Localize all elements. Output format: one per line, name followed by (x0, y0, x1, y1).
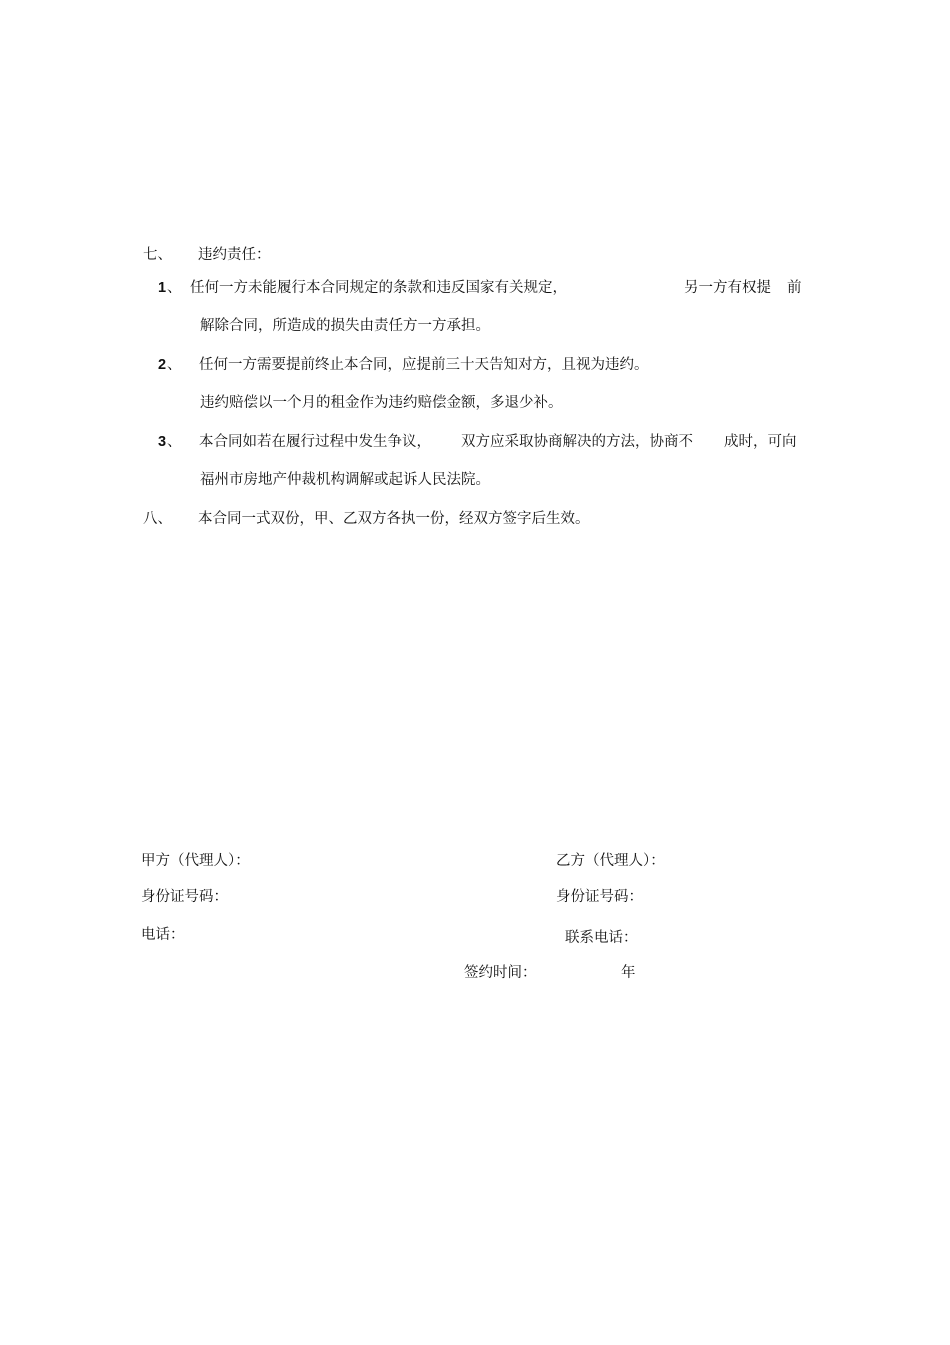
party-a-id-label: 身份证号码： (141, 889, 228, 905)
item-1-separator: 、 (167, 280, 182, 296)
item-2-text-line1: 任何一方需要提前终止本合同，应提前三十天告知对方，且视为违约。 (199, 357, 649, 373)
item-1-text-b: 另一方有权提 (684, 280, 771, 296)
party-b-id-label: 身份证号码： (556, 889, 643, 905)
item-2-separator: 、 (167, 357, 182, 373)
sign-time-label: 签约时间： (464, 965, 537, 981)
party-a-phone-label: 电话： (141, 927, 185, 943)
section-7-number: 七、 (143, 247, 172, 263)
item-3-number: 3 (158, 434, 167, 450)
item-3-text-line2: 福州市房地产仲裁机构调解或起诉人民法院。 (200, 472, 490, 488)
item-2-number: 2 (158, 357, 167, 373)
item-2-text-line2: 违约赔偿以一个月的租金作为违约赔偿金额，多退少补。 (200, 395, 563, 411)
item-3-text-a: 本合同如若在履行过程中发生争议， (199, 434, 431, 450)
item-1-text-line2: 解除合同，所造成的损失由责任方一方承担。 (200, 318, 490, 334)
party-b-phone-label: 联系电话： (565, 930, 638, 946)
sign-year-label: 年 (621, 965, 636, 981)
item-1-text-c: 前 (787, 280, 802, 296)
section-8-text: 本合同一式双份，甲、乙双方各执一份，经双方签字后生效。 (198, 511, 590, 527)
item-1-number: 1 (158, 280, 167, 296)
item-3-text-b: 双方应采取协商解决的方法，协商不 (461, 434, 693, 450)
item-3-separator: 、 (167, 434, 182, 450)
section-7-title: 违约责任： (198, 247, 271, 263)
item-3-text-c: 成时，可向 (724, 434, 797, 450)
item-1-text-a: 任何一方未能履行本合同规定的条款和违反国家有关规定， (190, 280, 567, 296)
section-8-number: 八、 (143, 511, 172, 527)
party-b-label: 乙方（代理人）： (556, 853, 665, 869)
party-a-label: 甲方（代理人）： (141, 853, 250, 869)
